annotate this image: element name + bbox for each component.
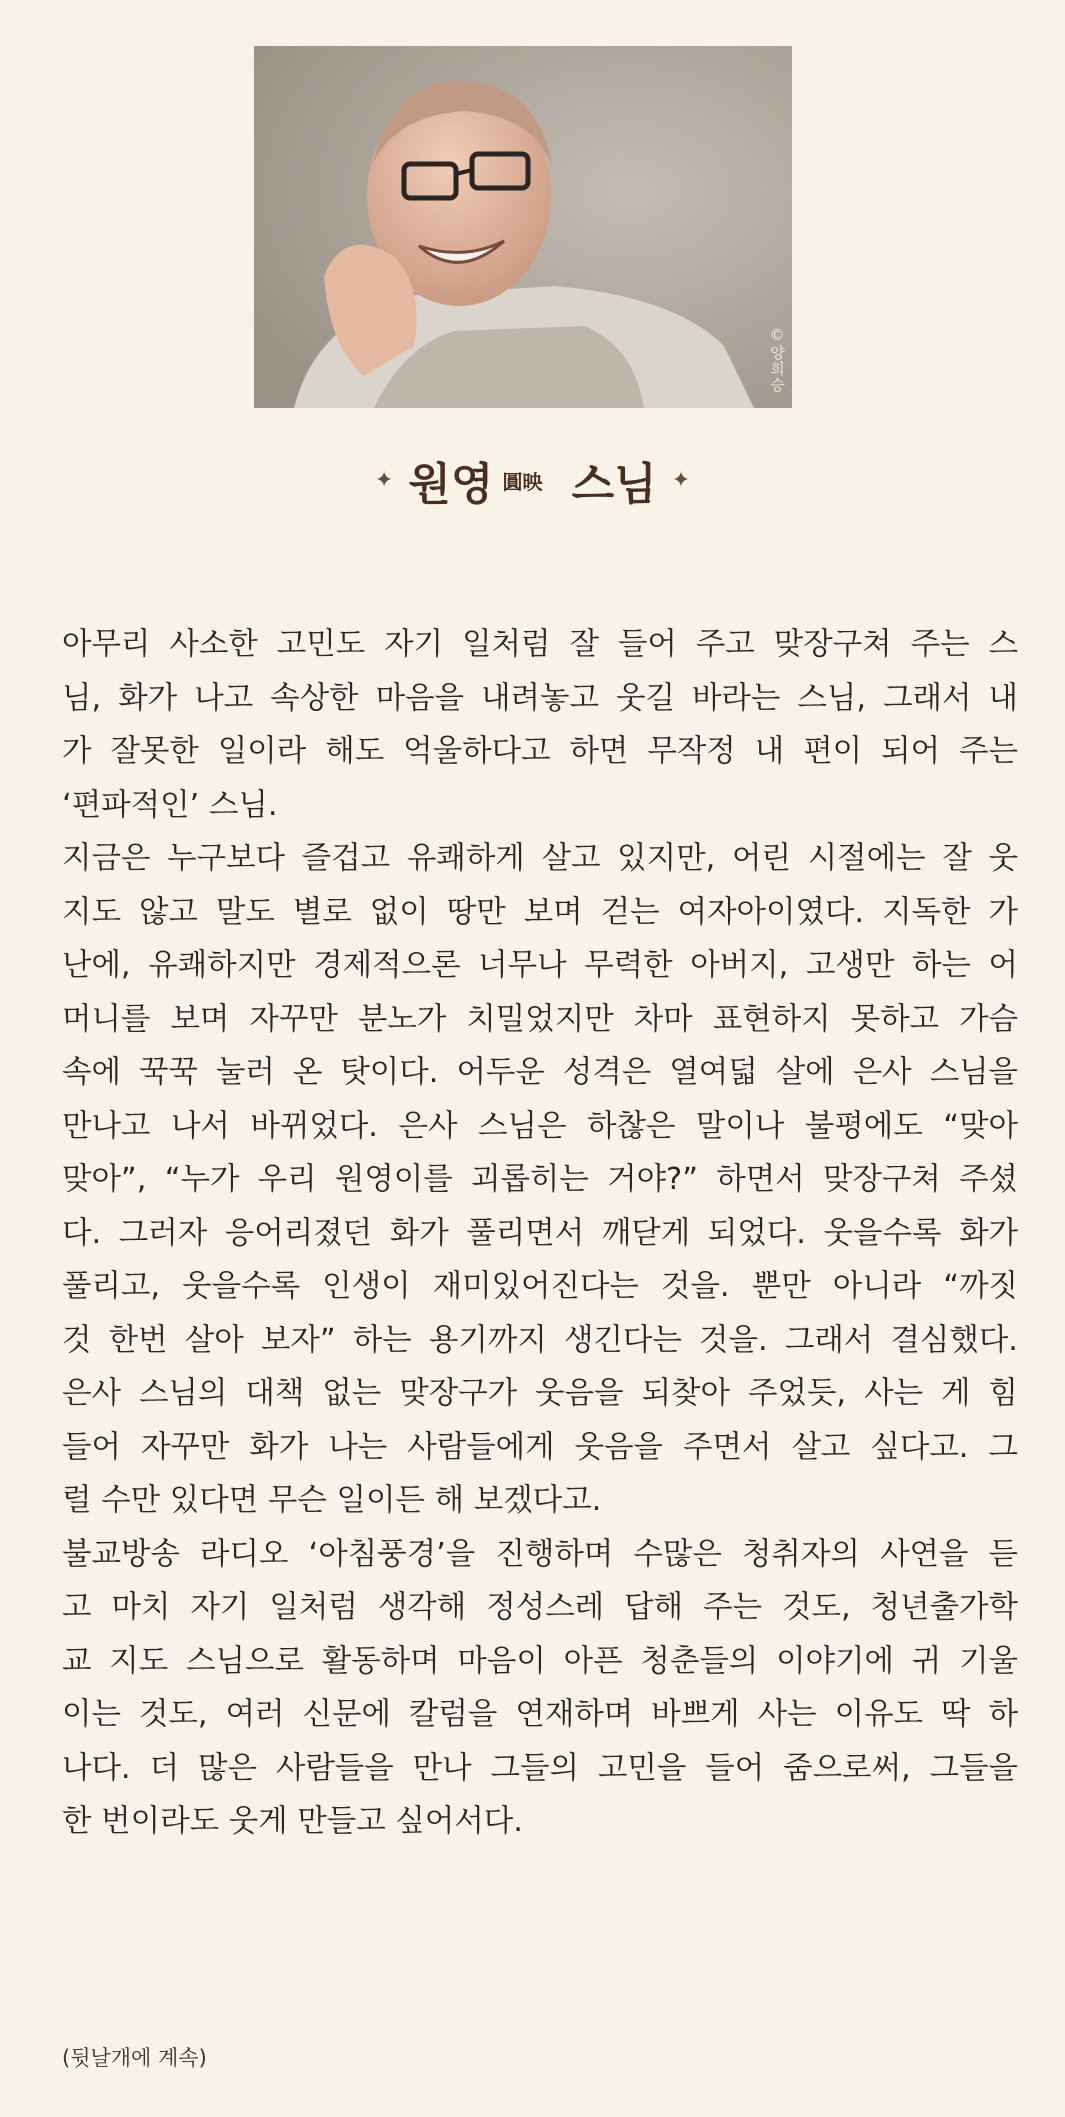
bio-line: 이는 것도, 여러 신문에 칼럼을 연재하며 바쁘게 사는 이유도 딱 하 <box>62 1697 1018 1732</box>
bio-line: 풀리고, 웃을수록 인생이 재미있어진다는 것을. 뿐만 아니라 “까짓 <box>62 1269 1018 1304</box>
bio-line: 럴 수만 있다면 무슨 일이든 해 보겠다고. <box>62 1483 602 1518</box>
continued-note: (뒷날개에 계속) <box>62 2046 207 2070</box>
star-ornament-right-icon: ✦ <box>671 467 691 493</box>
bio-line: 한 번이라도 웃게 만들고 싶어서다. <box>62 1804 523 1839</box>
author-title <box>0 448 1065 512</box>
portrait-photo-icon <box>254 46 792 408</box>
bio-line: ‘편파적인’ 스님. <box>62 787 278 823</box>
bio-line: 맞아”, “누가 우리 원영이를 괴롭히는 거야?” 하면서 맞장구쳐 주셨 <box>62 1162 1018 1197</box>
bio-line: 다. 그러자 응어리졌던 화가 풀리면서 깨닫게 되었다. 웃을수록 화가 <box>62 1215 1018 1251</box>
author-photo <box>254 46 792 408</box>
author-name: 원영 <box>408 459 494 510</box>
bio-line: 것 한번 살아 보자” 하는 용기까지 생긴다는 것을. 그래서 결심했다. <box>62 1322 1018 1358</box>
author-honorific: 스님 <box>571 459 657 510</box>
bio-line: 님, 화가 나고 속상한 마음을 내려놓고 웃길 바라는 스님, 그래서 내 <box>62 680 1018 716</box>
bio-line: 들어 자꾸만 화가 나는 사람들에게 웃음을 주면서 살고 싶다고. 그 <box>62 1429 1018 1465</box>
bio-line: 머니를 보며 자꾸만 분노가 치밀었지만 차마 표현하지 못하고 가슴 <box>62 1001 1018 1037</box>
star-ornament-left-icon: ✦ <box>374 467 394 493</box>
bio-line: 지도 않고 말도 별로 없이 땅만 보며 걷는 여자아이였다. 지독한 가 <box>62 894 1018 930</box>
bio-line: 속에 꾹꾹 눌러 온 탓이다. 어두운 성격은 열여덟 살에 은사 스님을 <box>62 1055 1018 1090</box>
bio-line: 불교방송 라디오 ‘아침풍경’을 진행하며 수많은 청취자의 사연을 듣 <box>62 1536 1018 1572</box>
bio-line: 고 마치 자기 일처럼 생각해 정성스레 답해 주는 것도, 청년출가학 <box>62 1590 1018 1625</box>
bio-line: 난에, 유쾌하지만 경제적으론 너무나 무력한 아버지, 고생만 하는 어 <box>62 948 1018 983</box>
bio-line: 만나고 나서 바뀌었다. 은사 스님은 하찮은 말이나 불평에도 “맞아 <box>62 1108 1018 1144</box>
bio-line: 지금은 누구보다 즐겁고 유쾌하게 살고 있지만, 어린 시절에는 잘 웃 <box>62 841 1018 876</box>
author-name-hanja: 圓映 <box>502 469 543 494</box>
bio-line: 아무리 사소한 고민도 자기 일처럼 잘 들어 주고 맞장구쳐 주는 스 <box>62 627 1018 662</box>
bio-line: 교 지도 스님으로 활동하며 마음이 아픈 청춘들의 이야기에 귀 기울 <box>62 1643 1018 1679</box>
bio-line: 나다. 더 많은 사람들을 만나 그들의 고민을 들어 줌으로써, 그들을 <box>62 1750 1018 1786</box>
photo-credit: ©양희승 <box>768 326 786 393</box>
author-biography <box>62 618 1018 1849</box>
bio-line: 가 잘못한 일이라 해도 억울하다고 하면 무작정 내 편이 되어 주는 <box>62 734 1018 769</box>
bio-line: 은사 스님의 대책 없는 맞장구가 웃음을 되찾아 주었듯, 사는 게 힘 <box>62 1376 1018 1411</box>
